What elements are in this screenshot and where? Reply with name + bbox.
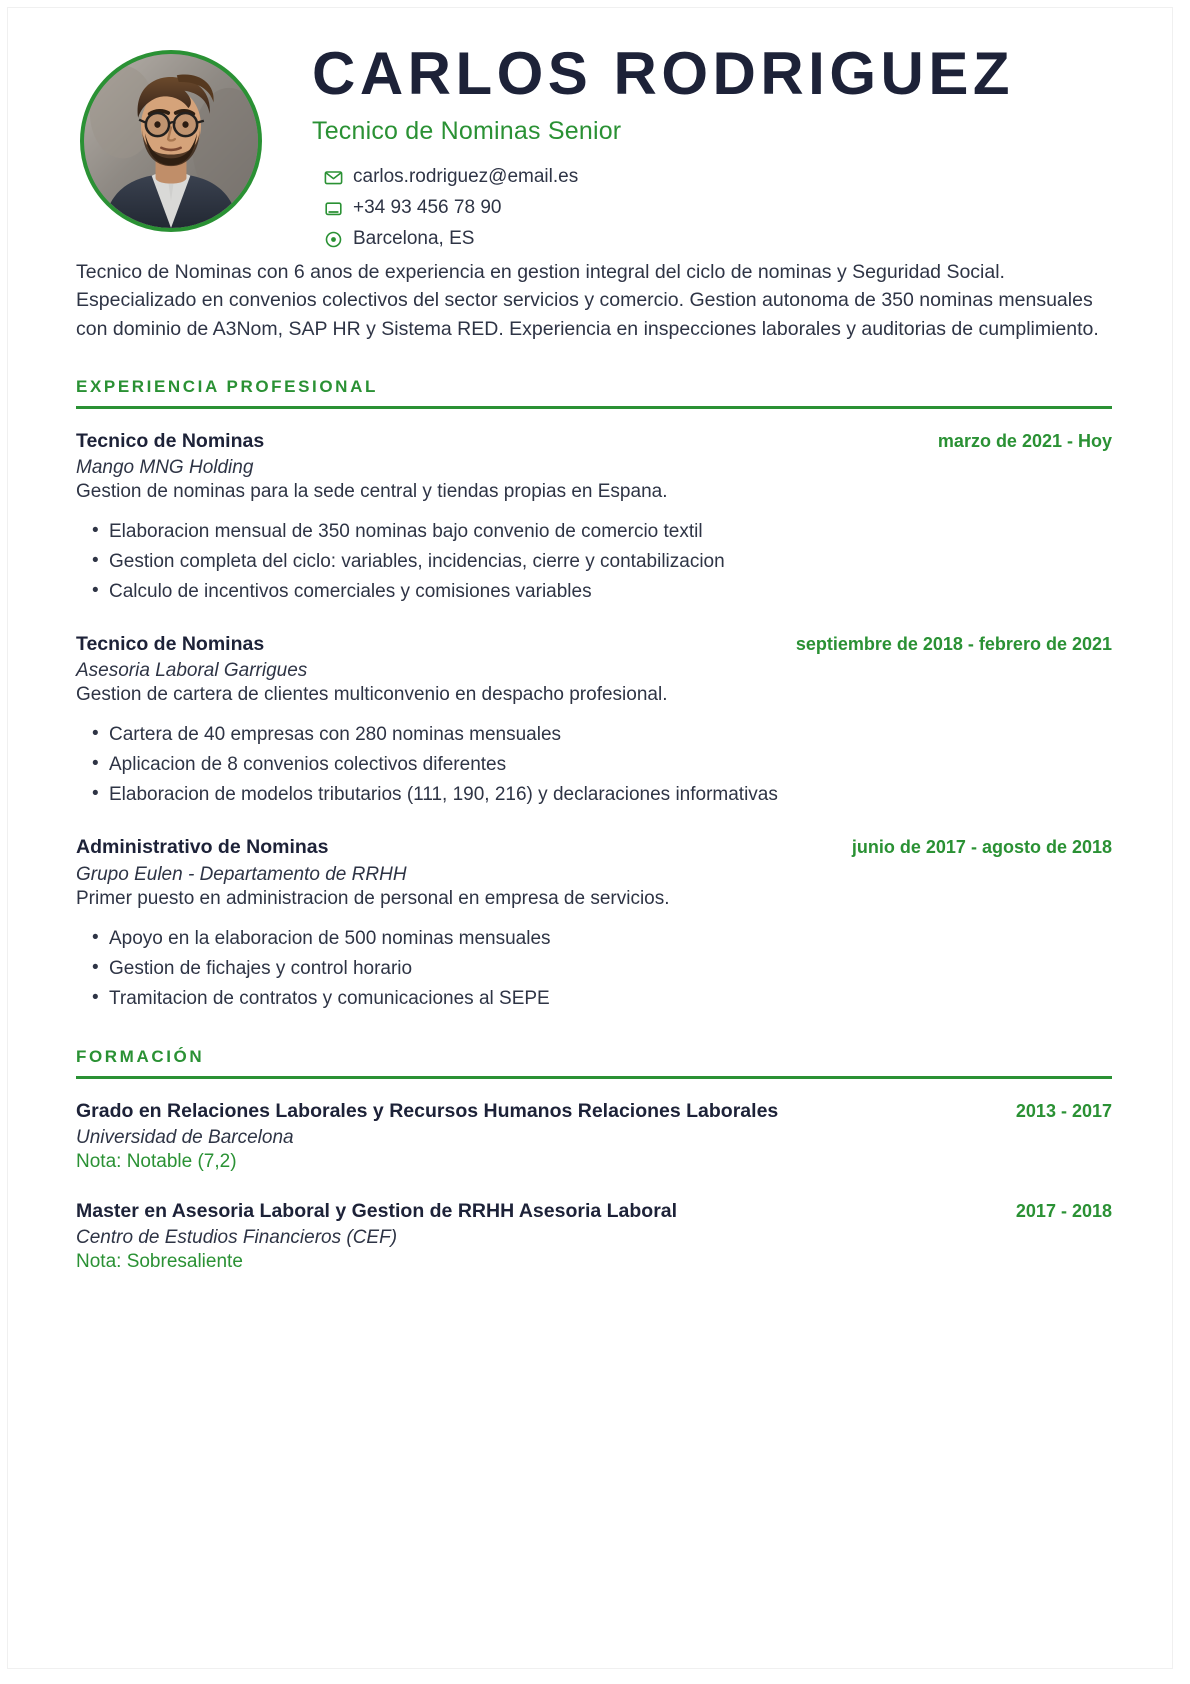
profile-photo-illustration [84, 54, 258, 228]
education-date: 2017 - 2018 [1015, 1200, 1112, 1221]
experience-company: Asesoria Laboral Garrigues [76, 660, 308, 682]
experience-entry [76, 632, 1112, 809]
experience-bullets [92, 926, 1112, 1013]
education-school: Universidad de Barcelona [76, 1126, 294, 1148]
envelope-icon [324, 168, 343, 187]
list-item: • Apoyo en la elaboracion de 500 nominas mensuales [92, 926, 1112, 953]
contact-phone[interactable] [324, 197, 1172, 219]
list-item: • Cartera de 40 empresas con 280 nominas mensuales [92, 722, 1112, 749]
education-grade: Nota: Sobresaliente [76, 1251, 243, 1273]
list-item: • Elaboracion de modelos tributarios (111, 190, 216) y declaraciones informativas [92, 782, 1112, 809]
phone-icon [324, 199, 343, 218]
experience-description: Gestion de nominas para la sede central y tiendas propias en Espana. [76, 481, 668, 503]
list-item: • Elaboracion mensual de 350 nominas bajo convenio de comercio textil [92, 519, 1112, 546]
section-education [76, 1047, 1112, 1274]
experience-description: Gestion de cartera de clientes multiconvenio en despacho profesional. [76, 684, 668, 706]
list-item: • Gestion de fichajes y control horario [92, 956, 1112, 983]
experience-bullets [92, 722, 1112, 809]
education-school: Centro de Estudios Financieros (CEF) [76, 1227, 398, 1249]
list-item: • Tramitacion de contratos y comunicaciones al SEPE [92, 986, 1112, 1013]
experience-description: Primer puesto en administracion de personal en empresa de servicios. [76, 887, 670, 909]
experience-company: Grupo Eulen - Departamento de RRHH [76, 863, 407, 885]
experience-bullets [92, 519, 1112, 606]
education-degree: Grado en Relaciones Laborales y Recursos Humanos Relaciones Laborales [76, 1099, 779, 1122]
section-experience [76, 377, 1112, 1013]
list-item: • Aplicacion de 8 convenios colectivos diferentes [92, 752, 1112, 779]
experience-date: marzo de 2021 - Hoy [937, 430, 1112, 451]
avatar [80, 50, 262, 232]
resume-sheet [8, 8, 1172, 1668]
experience-entry [76, 429, 1112, 606]
contact-email[interactable] [324, 166, 1172, 188]
section-title-education: FORMACIÓN [76, 1046, 205, 1066]
contact-email-value: carlos.rodriguez@email.es [353, 166, 579, 187]
list-item: • Calculo de incentivos comerciales y comisiones variables [92, 579, 1112, 606]
experience-entry [76, 835, 1112, 1012]
resume-header [76, 34, 1112, 264]
page-title: CARLOS RODRIGUEZ [312, 40, 1014, 107]
experience-role: Tecnico de Nominas [76, 429, 265, 452]
education-entry [76, 1199, 1112, 1273]
contact-location[interactable] [324, 228, 1172, 250]
contact-phone-value: +34 93 456 78 90 [353, 197, 502, 218]
education-date: 2013 - 2017 [1015, 1100, 1112, 1121]
contact-list [324, 166, 1172, 250]
experience-date: junio de 2017 - agosto de 2018 [851, 837, 1112, 858]
job-title: Tecnico de Nominas Senior [312, 117, 622, 145]
list-item: • Gestion completa del ciclo: variables, incidencias, cierre y contabilizacion [92, 549, 1112, 576]
education-degree: Master en Asesoria Laboral y Gestion de RRHH Asesoria Laboral [76, 1199, 678, 1222]
experience-company: Mango MNG Holding [76, 457, 254, 479]
education-grade: Nota: Notable (7,2) [76, 1150, 237, 1172]
professional-summary: Tecnico de Nominas con 6 anos de experiencia en gestion integral del ciclo de nominas y Seguridad Social. Especializado en convenios colectivos del sector servicios y comercio. Gestion autonoma de 350 nominas mensuales con dominio de A3Nom, SAP HR y Sistema RED. Experiencia en inspecciones laborales y auditorias de cumplimiento. [76, 261, 1099, 340]
map-pin-icon [324, 230, 343, 249]
experience-role: Tecnico de Nominas [76, 633, 265, 656]
profile-photo [84, 54, 258, 228]
section-divider [76, 1076, 1112, 1079]
experience-date: septiembre de 2018 - febrero de 2021 [795, 634, 1112, 655]
experience-role: Administrativo de Nominas [76, 836, 329, 859]
contact-location-value: Barcelona, ES [353, 228, 475, 249]
section-divider [76, 406, 1112, 409]
section-title-experience: EXPERIENCIA PROFESIONAL [76, 376, 378, 396]
education-entry [76, 1099, 1112, 1173]
